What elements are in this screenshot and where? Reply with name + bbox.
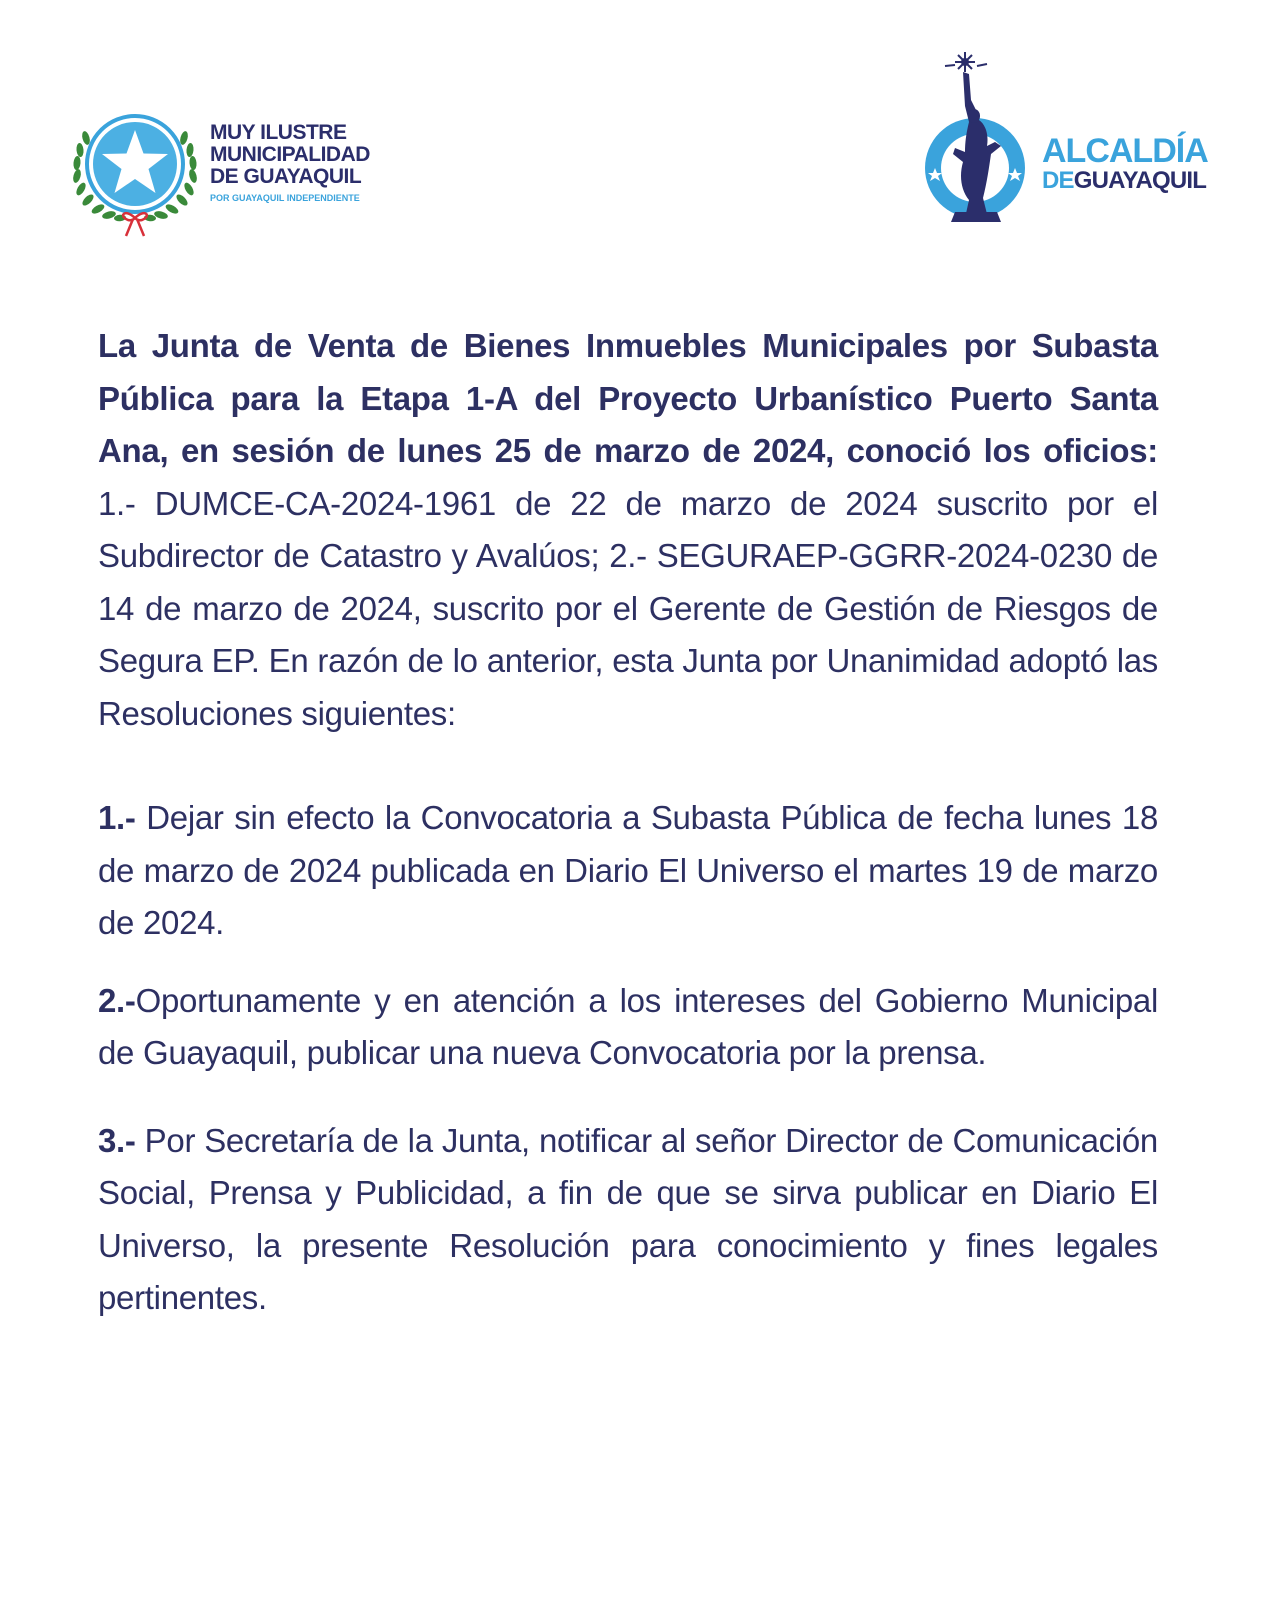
resolution-2-text: Oportunamente y en atención a los intereses del Gobierno Municipal de Guayaquil, publicar una nueva Convocatoria por la prensa. bbox=[98, 981, 1158, 1071]
intro-regular-text: 1.- DUMCE-CA-2024-1961 de 22 de marzo de 2024 suscrito por el Subdirector de Catastro y Avalúos; 2.- SEGURAEP-GGRR-2024-0230 de 14 de marzo de 2024, suscrito por el Gerente de Gestión de Riesgos de Segura EP. En razón de lo anterior, esta Junta por Unanimidad adoptó las Resoluciones siguientes: bbox=[98, 484, 1158, 732]
resolution-3 bbox=[98, 1115, 1158, 1325]
resolution-1-text: Dejar sin efecto la Convocatoria a Subasta Pública de fecha lunes 18 de marzo de 2024 publicada en Diario El Universo el martes 19 de marzo de 2024. bbox=[98, 799, 1158, 941]
alcaldia-line-1: ALCALDÍA bbox=[1042, 132, 1208, 170]
alcaldia-city: GUAYAQUIL bbox=[1073, 167, 1207, 194]
alcaldia-wordmark bbox=[1042, 134, 1217, 194]
ribbon-icon bbox=[123, 213, 147, 236]
municipalidad-wordmark bbox=[210, 122, 410, 204]
municipal-emblem-icon bbox=[70, 108, 200, 238]
municipalidad-line-1: MUY ILUSTRE bbox=[210, 121, 347, 144]
municipalidad-tagline: POR GUAYAQUIL INDEPENDIENTE bbox=[210, 193, 360, 203]
resolution-1 bbox=[98, 792, 1158, 950]
alcaldia-line-2 bbox=[1042, 168, 1217, 194]
alcaldia-de: DE bbox=[1042, 167, 1074, 194]
municipalidad-logo bbox=[70, 108, 400, 238]
resolution-2 bbox=[98, 975, 1158, 1080]
resolution-3-number: 3.- bbox=[98, 1121, 136, 1159]
alcaldia-logo bbox=[925, 50, 1215, 230]
intro-paragraph bbox=[98, 320, 1158, 740]
municipalidad-line-3: DE GUAYAQUIL bbox=[210, 165, 362, 188]
document-body bbox=[98, 320, 1158, 1325]
resolution-1-number: 1.- bbox=[98, 799, 136, 836]
intro-bold-text: La Junta de Venta de Bienes Inmuebles Municipales por Subasta Pública para la Etapa 1-A del Proyecto Urbanístico Puerto Santa Ana, en sesión de lunes 25 de marzo de 2024, conoció los oficios: bbox=[98, 327, 1158, 469]
resolution-2-number: 2.- bbox=[98, 981, 136, 1019]
monument-icon bbox=[925, 50, 1035, 230]
resolution-3-text: Por Secretaría de la Junta, notificar al señor Director de Comunicación Social, Prensa y Publicidad, a fin de que se sirva publicar en Diario El Universo, la presente Resolución para conocimiento y fines legales pertinentes. bbox=[98, 1121, 1158, 1316]
municipalidad-line-2: MUNICIPALIDAD bbox=[210, 143, 370, 166]
